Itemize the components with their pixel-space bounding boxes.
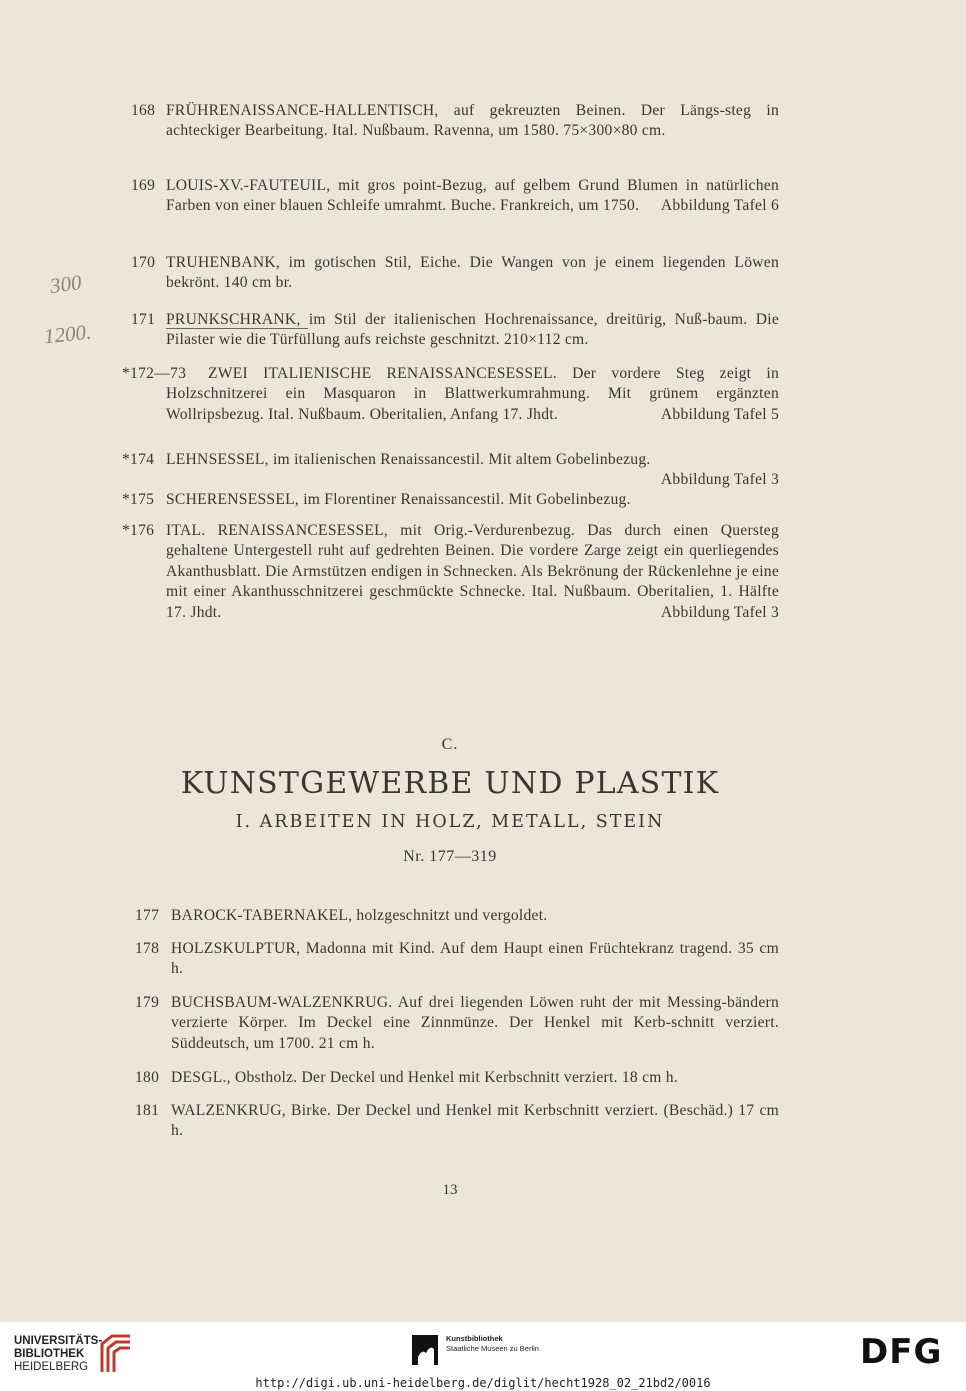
entry-number: 169: [131, 177, 156, 194]
entry-text: DESGL., Obstholz. Der Deckel und Henkel mit Kerbschnitt verziert. 18 cm h.: [171, 1069, 678, 1086]
entry-text: [166, 450, 779, 491]
entry-text: [166, 364, 779, 425]
kunstbibliothek-icon: [412, 1335, 438, 1365]
section-number-range: Nr. 177—319: [403, 848, 497, 865]
entry-text-content: LOUIS-XV.-FAUTEUIL, mit gros point-Bezug, auf gelbem Grund Blumen in natürlichen Farben von einer blauen Schleife umrahmt. Buche. Frankreich, um 1750.: [166, 177, 779, 215]
entry-number: *172—73: [122, 365, 187, 382]
entry-text: HOLZSKULPTUR, Madonna mit Kind. Auf dem Haupt einen Früchtekranz tragend. 35 cm h.: [171, 940, 779, 978]
entry-172-73: [122, 364, 779, 425]
entry-179: [131, 993, 779, 1054]
handwritten-price-2: 1200.: [42, 319, 93, 349]
entry-text: TRUHENBANK, im gotischen Stil, Eiche. Die Wangen von je einem liegenden Löwen bekrönt. 140 cm br.: [166, 254, 779, 292]
plate-reference: Abbildung Tafel 6: [660, 197, 779, 215]
entry-171: [131, 310, 779, 351]
handwritten-price-1: 300: [48, 269, 83, 299]
source-url[interactable]: http://digi.ub.uni-heidelberg.de/diglit/hecht1928_02_21bd2/0016: [255, 1376, 711, 1390]
entry-174: [122, 450, 779, 491]
entry-177: [131, 906, 779, 926]
entry-text: WALZENKRUG, Birke. Der Deckel und Henkel mit Kerbschnitt verziert. (Beschäd.) 17 cm h.: [171, 1102, 779, 1140]
entry-169: [131, 176, 779, 217]
entry-number: 178: [135, 940, 160, 957]
entry-175: [122, 490, 779, 510]
entry-176: [122, 521, 779, 623]
entry-180: [131, 1068, 779, 1088]
entry-text-content: ITAL. RENAISSANCESESSEL, mit Orig.-Verdurenbezug. Das durch einen Quersteg gehaltene Untergestell ruht auf gedrehten Beinen. Die vordere Zarge zeigt ein querliegendes Akanthusblatt. Die Armstützen endigen in Schnecken. Als Bekrönung der Rückenlehne je eine mit einer Akanthusschnitzerei geschmückte Schnecke. Ital. Nußbaum. Oberitalien, 1. Hälfte 17. Jhdt.: [166, 522, 779, 621]
entry-170: [131, 253, 779, 294]
entry-text: PRUNKSCHRANK, im Stil der italienischen Hochrenaissance, dreitürig, Nuß-baum. Die Pilaster wie die Türfüllung aufs reichste geschnitzt. 210×112 cm.: [166, 311, 779, 349]
uni-logo-line-3: HEIDELBERG: [14, 1361, 89, 1373]
plate-reference: Abbildung Tafel 5: [660, 405, 779, 423]
entry-number: 168: [131, 102, 156, 119]
entry-number: 179: [135, 994, 160, 1011]
footer-bar: [0, 1322, 966, 1391]
section-letter: C.: [441, 736, 459, 753]
kb-line-2: Staatliche Museen zu Berlin: [446, 1343, 539, 1353]
plate-reference: Abbildung Tafel 3: [660, 471, 779, 489]
plate-reference: Abbildung Tafel 3: [660, 603, 779, 621]
uni-logo-line-2: BIBLIOTHEK: [14, 1348, 85, 1360]
kunstbibliothek-logo[interactable]: [446, 1334, 539, 1353]
entry-number: 180: [135, 1069, 160, 1086]
entry-text: BAROCK-TABERNAKEL, holzgeschnitzt und vergoldet.: [171, 907, 548, 924]
pencil-underline: [166, 328, 308, 329]
entry-number: *174: [122, 451, 155, 468]
university-library-logo[interactable]: [14, 1335, 102, 1374]
page-number: 13: [442, 1182, 458, 1198]
entry-178: [131, 939, 779, 980]
entry-text: SCHERENSESSEL, im Florentiner Renaissancestil. Mit Gobelinbezug.: [166, 491, 631, 508]
dfg-logo[interactable]: DFG: [860, 1332, 943, 1372]
entry-number: 171: [131, 311, 156, 328]
entry-text: [166, 521, 779, 623]
section-title: KUNSTGEWERBE UND PLASTIK: [180, 766, 720, 801]
entry-168: [131, 101, 779, 142]
entry-number: *176: [122, 522, 155, 539]
entry-text: [166, 176, 779, 217]
kb-line-1: Kunstbibliothek: [446, 1334, 503, 1343]
entry-text: BUCHSBAUM-WALZENKRUG. Auf drei liegenden Löwen ruht der mit Messing-bändern verzierte Körper. Im Deckel eine Zinnmünze. Der Henkel mit Kerb-schnitt verziert. Süddeutsch, um 1700. 21 cm h.: [171, 994, 779, 1052]
entry-181: [131, 1101, 779, 1142]
entry-text-content: ZWEI ITALIENISCHE RENAISSANCESESSEL. Der vordere Steg zeigt in Holzschnitzerei ein Masquaron in Blattwerkumrahmung. Mit grünem ergänzten Wollripsbezug. Ital. Nußbaum. Oberitalien, Anfang 17. Jhdt.: [166, 365, 779, 423]
entry-text: FRÜHRENAISSANCE-HALLENTISCH, auf gekreuzten Beinen. Der Längs-steg in achteckiger Bearbeitung. Ital. Nußbaum. Ravenna, um 1580. 75×300×80 cm.: [166, 102, 779, 140]
entry-number: 177: [135, 907, 160, 924]
entry-number: 181: [135, 1102, 160, 1119]
entry-text-content: LEHNSESSEL, im italienischen Renaissancestil. Mit altem Gobelinbezug.: [166, 451, 651, 468]
entry-number: 170: [131, 254, 156, 271]
university-mark-icon: [98, 1332, 134, 1376]
section-subtitle: I. ARBEITEN IN HOLZ, METALL, STEIN: [235, 812, 665, 832]
uni-logo-line-1: UNIVERSITÄTS-: [14, 1335, 103, 1347]
entry-number: *175: [122, 491, 155, 508]
